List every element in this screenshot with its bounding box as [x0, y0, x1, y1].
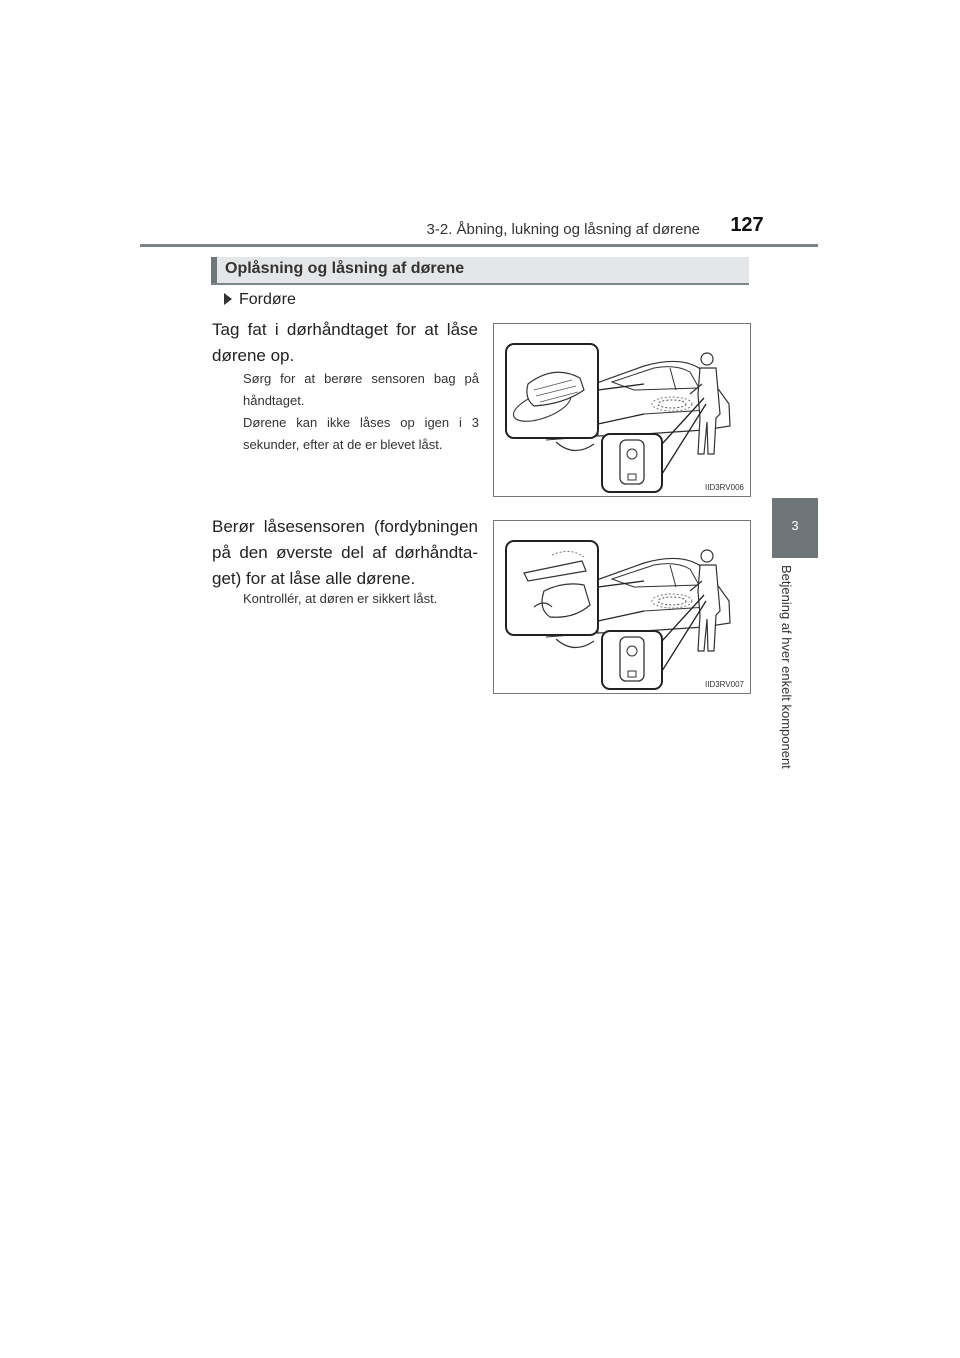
- chapter-tab-label: Betjening af hver enkelt komponent: [779, 565, 794, 769]
- unlock-illustration: [493, 323, 751, 497]
- subheading-label: Fordøre: [239, 291, 296, 308]
- lock-illustration-drawing: [494, 521, 750, 693]
- section-title: Oplåsning og låsning af dørene: [225, 260, 465, 277]
- unlock-figure-code: IID3RV006: [705, 483, 744, 492]
- unlock-note-2: Dørene kan ikke låses op igen i 3 sekunder, efter at de er blevet låst.: [243, 415, 479, 452]
- page-number: 127: [730, 214, 764, 236]
- unlock-illustration-drawing: [494, 324, 750, 496]
- lock-figure-code: IID3RV007: [705, 680, 744, 689]
- section-heading-marker: [211, 257, 217, 283]
- lock-paragraph: Berør låsesensoren (fordybningen på den øverste del af dørhåndta-get) for at låse alle dørene.: [212, 517, 478, 588]
- section-heading-bar: [211, 257, 749, 285]
- subheading: [224, 291, 296, 309]
- chapter-tab-number: 3: [791, 518, 799, 533]
- lock-illustration: [493, 520, 751, 694]
- unlock-note-1: Sørg for at berøre sensoren bag på håndtaget.: [243, 371, 479, 408]
- unlock-paragraph: Tag fat i dørhåndtaget for at låse dørene op.: [212, 320, 478, 365]
- chapter-header: 3-2. Åbning, lukning og låsning af dørene: [426, 221, 700, 238]
- triangle-bullet-icon: [224, 293, 232, 305]
- header-rule: [140, 244, 818, 247]
- lock-note: Kontrollér, at døren er sikkert låst.: [243, 591, 438, 606]
